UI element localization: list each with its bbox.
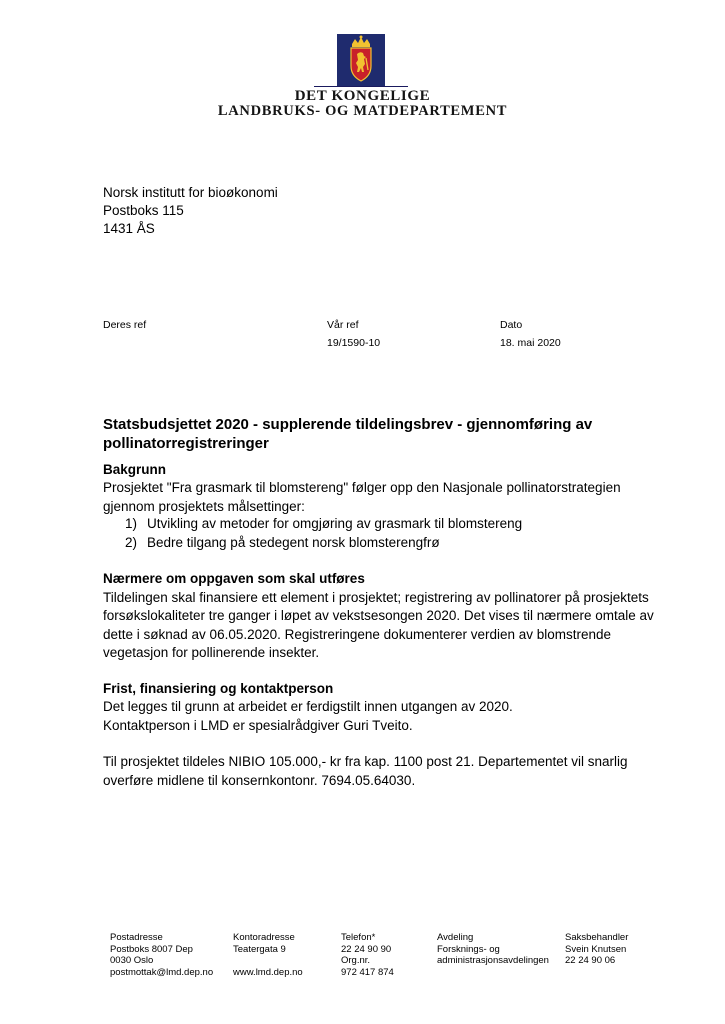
tildeling-line: Til prosjektet tildeles NIBIO 105.000,- kr fra kap. 1100 post 21. Departementet vil snarlig bbox=[103, 754, 628, 769]
footer-email-link[interactable]: postmottak@lmd.dep.no bbox=[110, 966, 214, 978]
footer-kontoradresse: Kontoradresse Teatergata 9 www.lmd.dep.no bbox=[233, 932, 303, 978]
frist-line: Kontaktperson i LMD er spesialrådgiver Guri Tveito. bbox=[103, 718, 413, 733]
footer-label: Telefon* bbox=[341, 932, 376, 943]
department-name-line2: LANDBRUKS- OG MATDEPARTEMENT bbox=[217, 103, 508, 119]
oppgaven-line: forsøkslokaliteter tre ganger i løpet av vekstsesongen 2020. Det vises til nærmere omtale av bbox=[103, 608, 654, 623]
frist-line: Det legges til grunn at arbeidet er ferdigstilt innen utgangen av 2020. bbox=[103, 699, 513, 714]
recipient-box: Postboks 115 bbox=[103, 203, 184, 218]
list-item-number: 2) bbox=[125, 535, 138, 550]
bakgrunn-line2: gjennom prosjektets målsettinger: bbox=[103, 499, 305, 514]
bakgrunn-line1: Prosjektet "Fra grasmark til blomstereng" følger opp den Nasjonale pollinatorstrategien bbox=[103, 480, 621, 495]
footer-postadresse: Postadresse Postboks 8007 Dep 0030 Oslo postmottak@lmd.dep.no bbox=[110, 932, 214, 978]
footer-label: Saksbehandler bbox=[565, 932, 629, 943]
oppgaven-heading: Nærmere om oppgaven som skal utføres bbox=[103, 571, 365, 586]
dato-value: 18. mai 2020 bbox=[500, 337, 561, 349]
department-name-line1: DET KONGELIGE bbox=[294, 88, 431, 104]
letter-subject: Statsbudsjettet 2020 - supplerende tildelingsbrev - gjennomføring av pollinatorregistreringer bbox=[103, 416, 593, 452]
recipient-name: Norsk institutt for bioøkonomi bbox=[103, 185, 278, 200]
recipient-city: 1431 ÅS bbox=[103, 221, 155, 236]
footer-website-link[interactable]: www.lmd.dep.no bbox=[233, 966, 303, 978]
footer-label: Postadresse bbox=[110, 932, 163, 943]
footer-saksbehandler: Saksbehandler Svein Knutsen 22 24 90 06 bbox=[565, 932, 629, 966]
footer-avdeling: Avdeling Forsknings- og administrasjonsavdelingen bbox=[437, 932, 549, 966]
footer-label: Avdeling bbox=[437, 932, 474, 943]
bakgrunn-heading: Bakgrunn bbox=[103, 462, 167, 477]
deres-ref-label: Deres ref bbox=[103, 319, 147, 331]
oppgaven-line: vegetasjon for pollinerende insekter. bbox=[103, 645, 320, 660]
oppgaven-line: Tildelingen skal finansiere ett element i prosjektet; registrering av pollinatorer på prosjektets bbox=[103, 590, 649, 605]
var-ref-label: Vår ref bbox=[327, 319, 359, 331]
dato-label: Dato bbox=[500, 319, 523, 331]
var-ref-value: 19/1590-10 bbox=[327, 337, 381, 349]
letterhead-rule bbox=[314, 86, 408, 87]
list-item-text: Utvikling av metoder for omgjøring av grasmark til blomstereng bbox=[147, 516, 523, 531]
oppgaven-line: dette i søknad av 06.05.2020. Registreringene dokumenterer verdien av blomstrende bbox=[103, 627, 612, 642]
footer-telefon: Telefon* 22 24 90 90 Org.nr. 972 417 874 bbox=[341, 932, 394, 978]
list-item-number: 1) bbox=[125, 516, 138, 531]
frist-heading: Frist, finansiering og kontaktperson bbox=[103, 681, 334, 696]
footer-label: Kontoradresse bbox=[233, 932, 295, 943]
tildeling-line: overføre midlene til konsernkontonr. 7694.05.64030. bbox=[103, 773, 416, 788]
list-item-text: Bedre tilgang på stedegent norsk blomsterengfrø bbox=[147, 535, 440, 550]
lion-crest-icon bbox=[337, 34, 385, 86]
coat-of-arms-logo bbox=[337, 34, 385, 86]
